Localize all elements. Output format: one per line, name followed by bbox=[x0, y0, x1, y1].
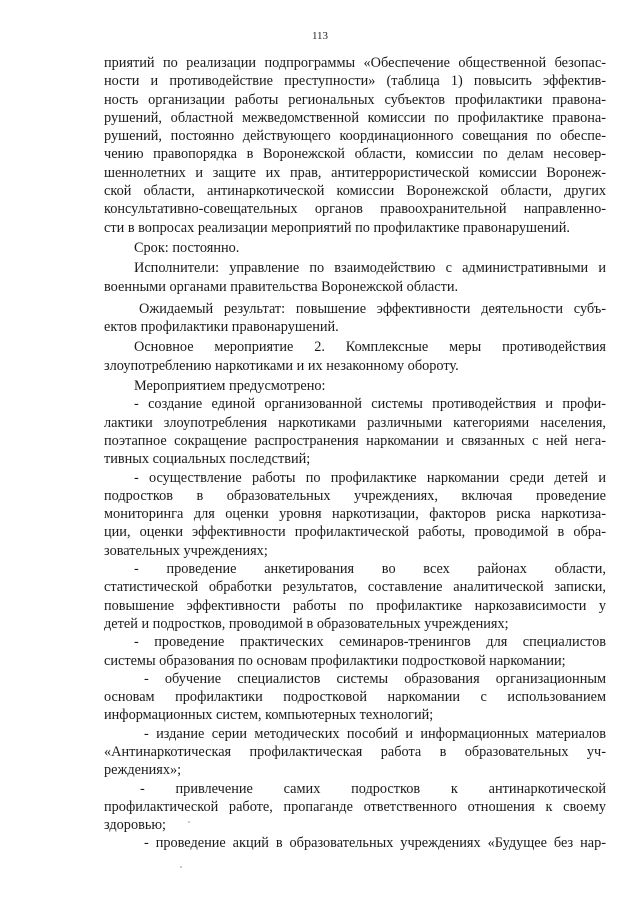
text-line: - проведение практических семинаров-тренингов для специалистов bbox=[134, 634, 606, 651]
text-line: Основное мероприятие 2. Комплексные меры противодействия bbox=[134, 339, 606, 356]
text-line: Исполнители: управление по взаимодействию с административными и bbox=[134, 260, 606, 277]
text-line: статистической обработки результатов, составление аналитической записки, bbox=[104, 579, 606, 596]
text-line: ции, оценки эффективности профилактической работы, проводимой в обра- bbox=[104, 524, 606, 541]
text-line: консультативно-совещательных органов правоохранительной направленно- bbox=[104, 201, 606, 218]
text-line: Мероприятием предусмотрено: bbox=[134, 378, 326, 395]
scan-speck bbox=[188, 821, 190, 823]
text-line: - издание серии методических пособий и информационных материалов bbox=[144, 725, 606, 742]
text-line: тивных социальных последствий; bbox=[104, 451, 311, 468]
text-line: реждениях»; bbox=[104, 762, 182, 779]
text-line: мониторинга для оценки уровня наркотизации, факторов риска наркотиза- bbox=[104, 506, 606, 523]
text-line: - создание единой организованной системы противодействия и профи- bbox=[134, 396, 606, 413]
text-line: - проведение анкетирования во всех районах области, bbox=[134, 561, 606, 578]
text-line: повышение эффективности работы по профилактике наркозависимости у bbox=[104, 597, 606, 614]
text-line: - привлечение самих подростков к антинаркотической bbox=[140, 780, 606, 797]
text-line: военными органами правительства Воронежской области. bbox=[104, 278, 459, 295]
text-line: приятий по реализации подпрограммы «Обеспечение общественной безопас- bbox=[104, 55, 606, 71]
text-line: информационных систем, компьютерных технологий; bbox=[104, 707, 434, 724]
text-line: - обучение специалистов системы образования организационным bbox=[144, 670, 606, 687]
text-line: - проведение акций в образовательных учреждениях «Будущее без нар- bbox=[144, 835, 606, 852]
text-line: Срок: постоянно. bbox=[134, 239, 240, 256]
text-line: ность организации работы региональных субъектов профилактики правона- bbox=[104, 91, 606, 108]
text-line: рушений, областной межведомственной комиссии по профилактике правона- bbox=[104, 109, 606, 126]
text-line: сти в вопросах реализации мероприятий по профилактике правонарушений. bbox=[104, 219, 570, 236]
text-line: чению правопорядка в Воронежской области, комиссии по делам несовер- bbox=[104, 146, 606, 163]
text-line: профилактической работе, пропаганде ответственного отношения к своему bbox=[104, 798, 606, 815]
text-line: системы образования по основам профилактики подростковой наркомании; bbox=[104, 652, 566, 669]
text-line: ности и противодействие преступности» (таблица 1) повысить эффектив- bbox=[104, 73, 606, 90]
text-line: поэтапное сокращение распространения наркомании и связанных с ней нега- bbox=[104, 432, 606, 449]
text-line: - осуществление работы по профилактике наркомании среди детей и bbox=[134, 469, 606, 486]
text-line: шеннолетних и защите их прав, антитеррористической комиссии Воронеж- bbox=[104, 164, 606, 181]
text-line: лактики злоупотребления наркотиками различными категориями населения, bbox=[104, 414, 606, 431]
text-line: ектов профилактики правонарушений. bbox=[104, 319, 339, 336]
text-line: детей и подростков, проводимой в образовательных учреждениях; bbox=[104, 615, 509, 632]
text-line: зовательных учреждениях; bbox=[104, 542, 268, 559]
text-line: «Антинаркотическая профилактическая работа в образовательных уч- bbox=[104, 743, 606, 760]
text-line: рушений, постоянно действующего координационного совещания по обеспе- bbox=[104, 128, 606, 145]
text-line: подростков в образовательных учреждениях, включая проведение bbox=[104, 487, 606, 504]
scan-speck bbox=[180, 866, 182, 868]
page-number: 113 bbox=[311, 30, 329, 42]
text-line: злоупотреблению наркотиками и их незаконному обороту. bbox=[104, 357, 459, 374]
text-line: основам профилактики подростковой наркомании с использованием bbox=[104, 689, 606, 706]
text-line: Ожидаемый результат: повышение эффективности деятельности субъ- bbox=[139, 300, 606, 317]
text-line: ской области, антинаркотической комиссии Воронежской области, других bbox=[104, 183, 606, 200]
text-line: здоровью; bbox=[104, 817, 167, 834]
document-body bbox=[104, 54, 606, 853]
